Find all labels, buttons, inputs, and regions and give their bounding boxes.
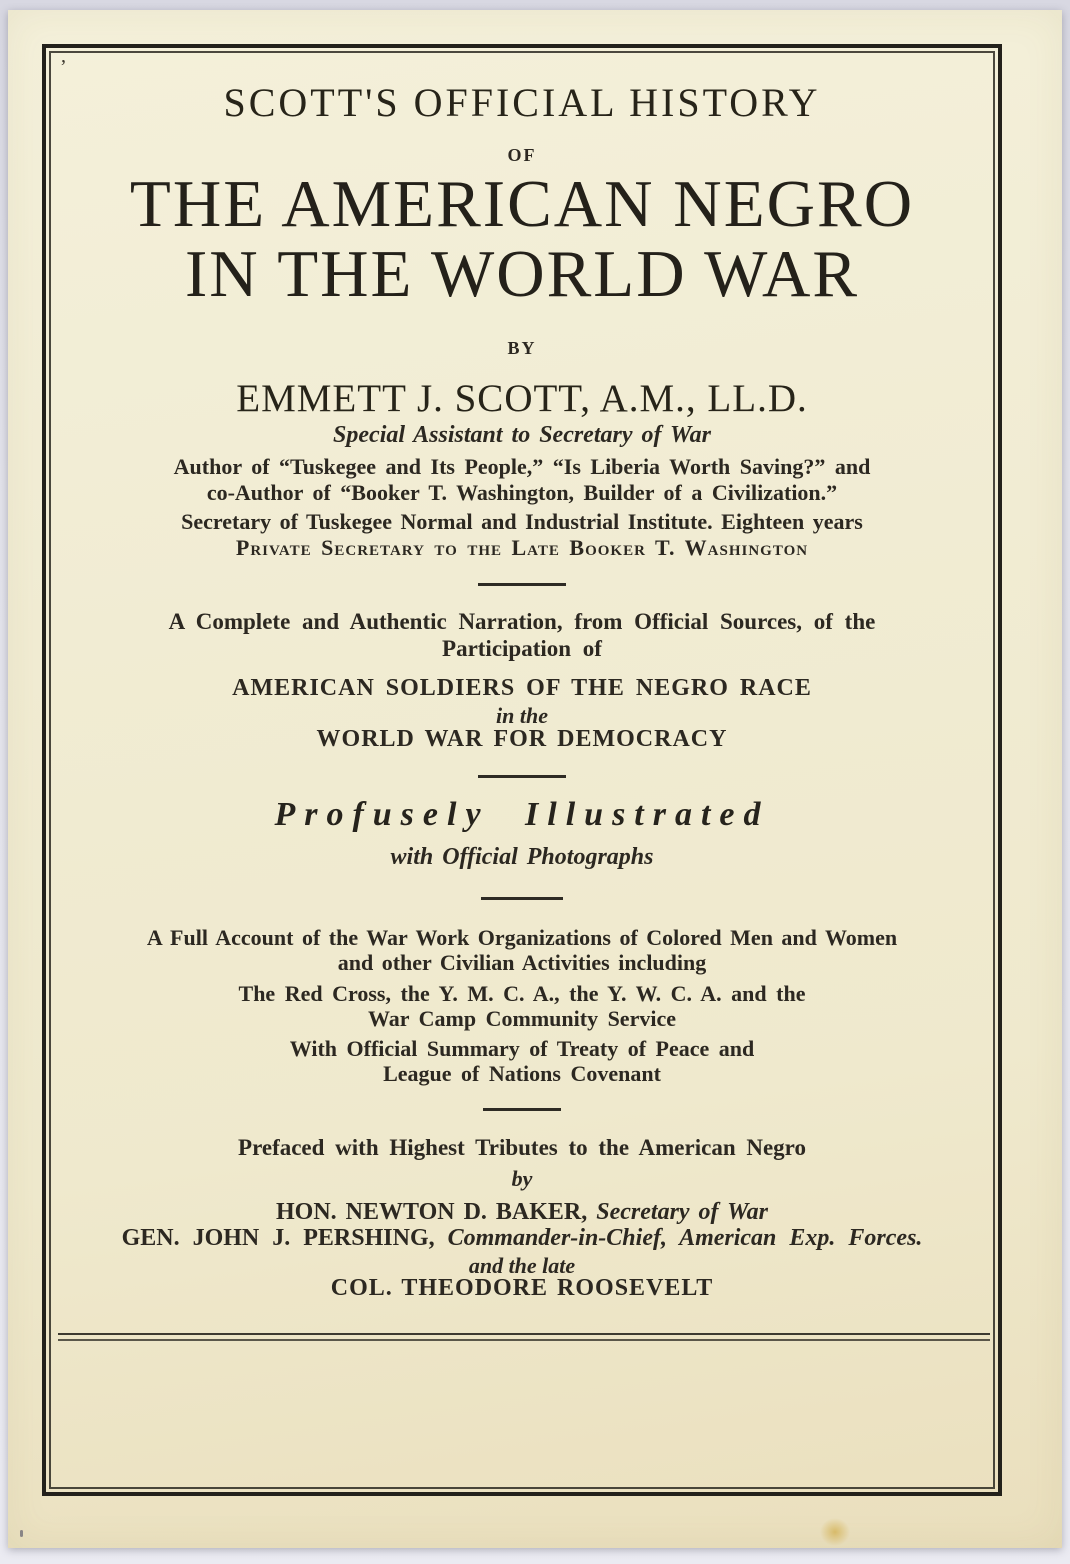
war-name-line: WORLD WAR FOR DEMOCRACY	[316, 726, 728, 752]
account-line1: A Full Account of the War Work Organizations of Colored Men and Women	[146, 925, 898, 950]
section-divider-rule-4	[483, 1108, 561, 1111]
of-label: OF	[507, 145, 537, 165]
author-credits-books	[46, 454, 998, 506]
main-title-line1: THE AMERICAN NEGRO	[129, 167, 915, 241]
organizations-line2: War Camp Community Service	[368, 1006, 676, 1031]
by-label: BY	[507, 338, 537, 358]
full-account-lines	[46, 925, 998, 975]
tribute-person-baker	[46, 1199, 998, 1226]
credit-line2: co-Author of “Booker T. Washington, Builder of a Civilization.”	[206, 480, 838, 505]
page-border-frame	[42, 44, 1002, 1496]
series-title: SCOTT'S OFFICIAL HISTORY	[223, 80, 821, 125]
treaty-lines	[46, 1036, 998, 1086]
paper-stain	[820, 1518, 850, 1546]
illustrated-subline: with Official Photographs	[390, 844, 654, 870]
in-the-label: in the	[496, 703, 548, 728]
ink-mark: ’	[60, 56, 67, 78]
pershing-name: GEN. JOHN J. PERSHING,	[121, 1225, 448, 1251]
pershing-title: Commander-in-Chief, American Exp. Forces.	[447, 1225, 923, 1251]
section-divider-rule-3	[481, 897, 563, 900]
scanned-book-page	[8, 10, 1062, 1548]
tributes-by-label: by	[511, 1166, 533, 1191]
section-divider-rule-1	[478, 583, 566, 586]
narration-line1: A Complete and Authentic Narration, from Official Sources, of the	[168, 609, 876, 634]
treaty-line1: With Official Summary of Treaty of Peace and	[289, 1036, 755, 1061]
treaty-line2: League of Nations Covenant	[383, 1061, 661, 1086]
illustrated-headline: Profusely Illustrated	[274, 796, 770, 833]
credit-line1: Author of “Tuskegee and Its People,” “Is Liberia Worth Saving?” and	[173, 454, 871, 479]
tributes-heading: Prefaced with Highest Tributes to the American Negro	[238, 1135, 806, 1160]
narration-line2: Participation of	[442, 636, 602, 661]
narration-description	[46, 608, 998, 662]
baker-title: Secretary of War	[596, 1199, 769, 1225]
footer-divider-line	[58, 1333, 990, 1341]
account-line2: and other Civilian Activities including	[337, 950, 707, 975]
baker-name: HON. NEWTON D. BAKER,	[275, 1199, 597, 1225]
author-credits-positions	[46, 509, 998, 561]
main-title-line2: IN THE WORLD WAR	[184, 237, 860, 311]
book-main-title	[46, 169, 998, 309]
organizations-lines	[46, 981, 998, 1031]
credit-line4: Private Secretary to the Late Booker T. Washington	[235, 535, 809, 560]
tribute-person-pershing	[46, 1225, 998, 1252]
section-divider-rule-2	[478, 775, 566, 778]
paper-speck	[20, 1530, 23, 1537]
tribute-person-roosevelt: COL. THEODORE ROOSEVELT	[330, 1275, 714, 1301]
author-name: EMMETT J. SCOTT, A.M., LL.D.	[236, 377, 808, 420]
organizations-line1: The Red Cross, the Y. M. C. A., the Y. W. C. A. and the	[238, 981, 806, 1006]
credit-line3: Secretary of Tuskegee Normal and Industrial Institute. Eighteen years	[181, 509, 863, 534]
and-the-late-label: and the late	[468, 1253, 576, 1278]
subject-line: AMERICAN SOLDIERS OF THE NEGRO RACE	[232, 675, 812, 701]
author-role: Special Assistant to Secretary of War	[333, 422, 711, 448]
